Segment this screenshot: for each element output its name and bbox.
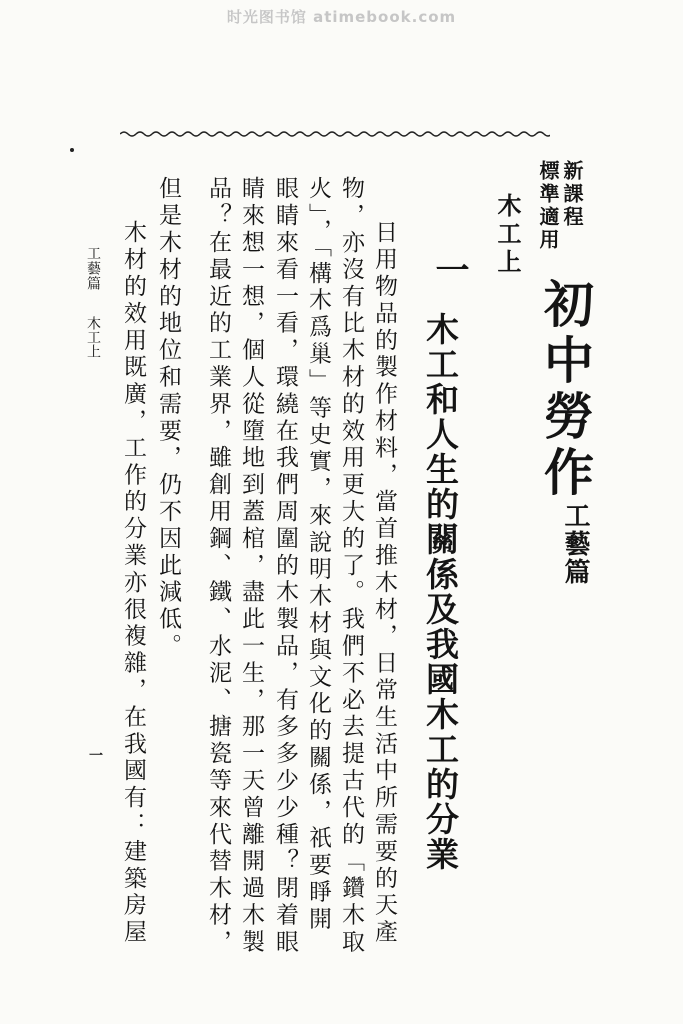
book-volume: 工藝篇 (560, 502, 590, 586)
chapter-title: 木工上 (493, 193, 521, 277)
body-column: 物，亦沒有比木材的效用更大的了。我們不必去提古代的「鑽木取 (338, 176, 364, 957)
book-title: 初中勞作 (536, 278, 595, 502)
page-number: 一 (87, 748, 103, 762)
body-column: 但是木材的地位和需要，仍不因此減低。 (155, 176, 181, 661)
running-head: 工藝篇 (85, 246, 101, 291)
watermark: 时光图书馆 atimebook.com (226, 8, 457, 26)
body-column: 品？在最近的工業界，雖創用鋼、鐵、水泥、搪瓷等來代替木材， (205, 176, 231, 957)
body-column: 眼睛來看一看，環繞在我們周圍的木製品，有多多少少種？閉着眼 (272, 176, 298, 957)
body-column: 日用物品的製作材料，當首推木材，日常生活中所需要的天產 (371, 220, 397, 947)
body-column: 睛來想一想，個人從墮地到蓋棺，盡此一生，那一天曾離開過木製 (238, 176, 264, 957)
section-title: 木工和人生的關係及我國木工的分業 (421, 312, 460, 872)
running-subhead: 木工上 (85, 316, 101, 358)
decorative-wavy-rule (120, 130, 550, 138)
series-label-line2: 標準適用 (536, 160, 560, 252)
series-label-line1: 新課程 (560, 160, 584, 229)
body-column: 火」，「構木爲巢」等史實，來說明木材與文化的關係，祇要睜開 (305, 176, 331, 934)
section-number: 一 (429, 252, 469, 286)
body-column: 木材的效用既廣，工作的分業亦很複雜，在我國有：建築房屋 (120, 220, 146, 947)
margin-dot (70, 148, 74, 152)
